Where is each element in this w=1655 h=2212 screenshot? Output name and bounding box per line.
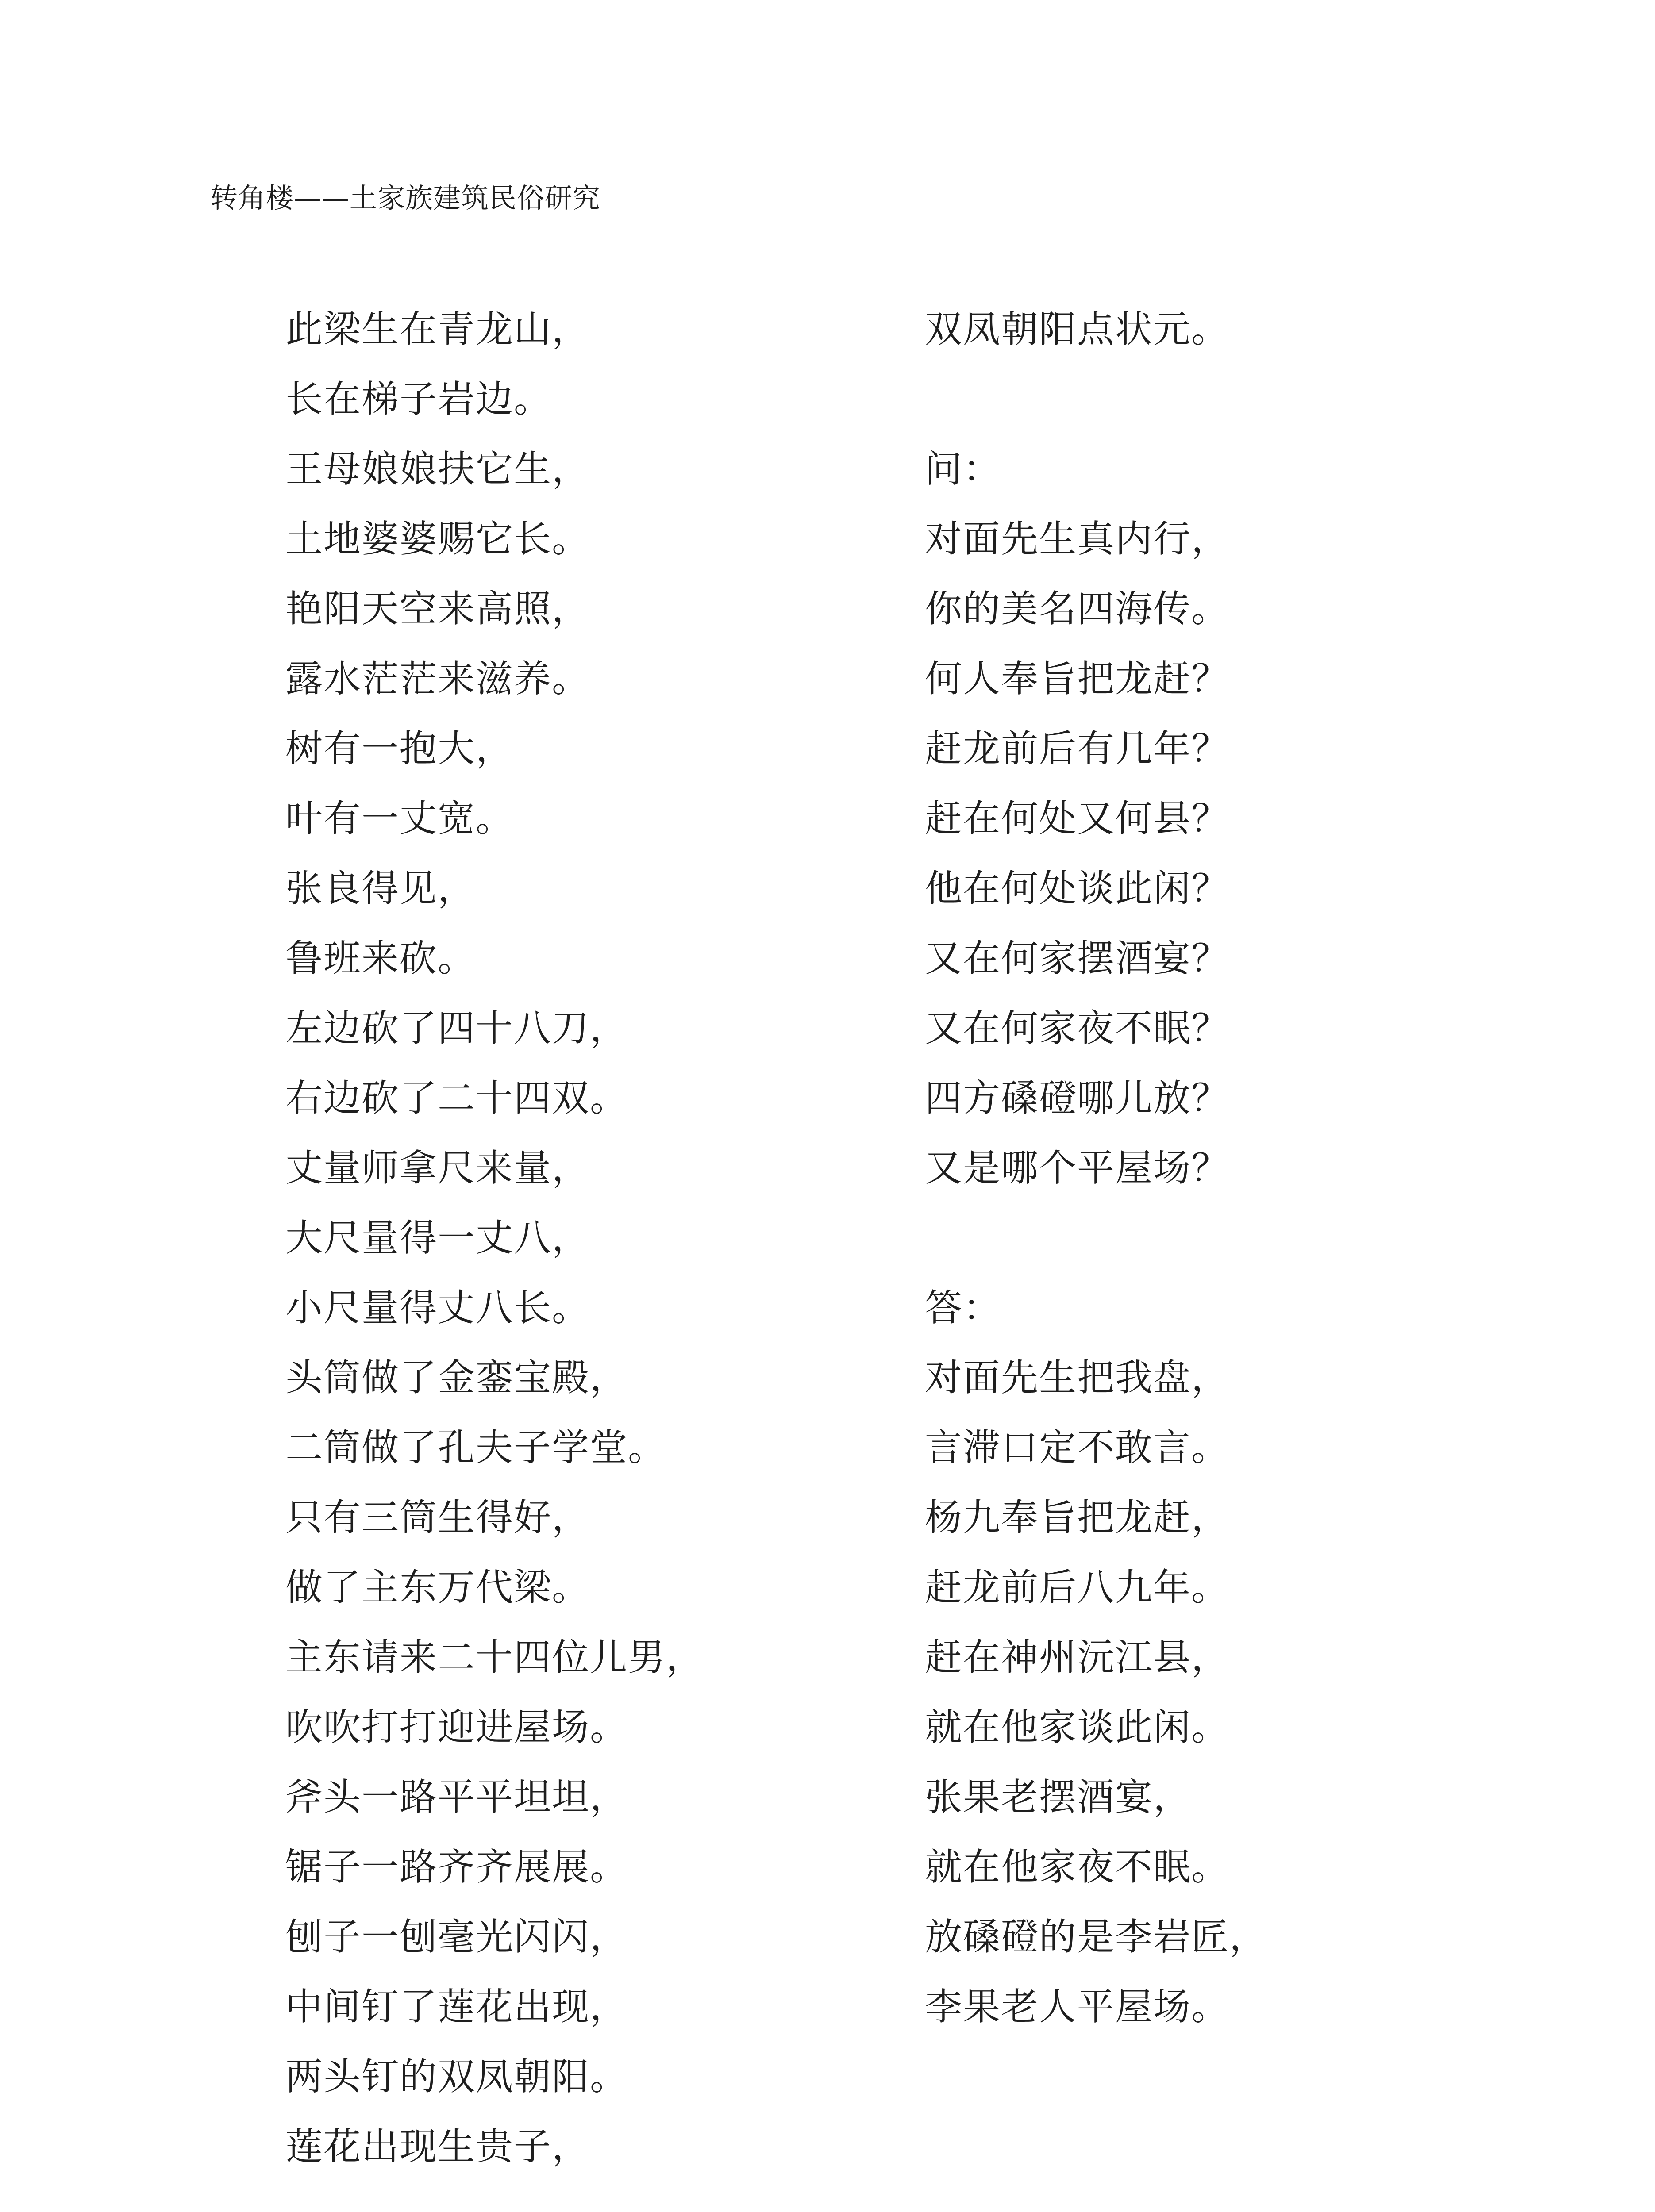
verse-line: 又在何家摆酒宴？ xyxy=(925,937,1230,980)
verse-line: 答： xyxy=(925,1286,1001,1329)
verse-line: 赶在神州沅江县， xyxy=(925,1636,1230,1679)
verse-line: 露水茫茫来滋养。 xyxy=(285,657,590,700)
verse-line: 问： xyxy=(925,447,1001,491)
verse-line: 对面先生把我盘， xyxy=(925,1356,1230,1399)
verse-line: 又在何家夜不眠？ xyxy=(925,1006,1230,1050)
verse-line: 锯子一路齐齐展展。 xyxy=(285,1845,628,1889)
verse-line: 斧头一路平平坦坦， xyxy=(285,1775,628,1819)
verse-line: 你的美名四海传。 xyxy=(925,587,1230,630)
verse-line xyxy=(925,364,1267,434)
verse-line: 又是哪个平屋场？ xyxy=(925,1146,1230,1190)
running-header: 转角楼——土家族建筑民俗研究 xyxy=(210,182,601,214)
verse-line: 叶有一丈宽。 xyxy=(285,797,514,840)
verse-line: 头筒做了金銮宝殿， xyxy=(285,1356,628,1399)
verse-line: 主东请来二十四位儿男， xyxy=(285,1636,704,1679)
verse-line: 土地婆婆赐它长。 xyxy=(285,517,590,561)
verse-line: 杨九奉旨把龙赶， xyxy=(925,1496,1230,1539)
verse-line: 吹吹打打迎进屋场。 xyxy=(285,1705,628,1749)
verse-line: 双凤朝阳点状元。 xyxy=(925,307,1230,351)
verse-line: 放磉磴的是李岩匠， xyxy=(925,1915,1268,1959)
verse-line: 艳阳天空来高照， xyxy=(285,587,590,630)
right-verse-column xyxy=(925,294,1267,2042)
verse-line: 四方磉磴哪儿放？ xyxy=(925,1076,1230,1120)
verse-line: 他在何处谈此闲？ xyxy=(925,867,1230,910)
verse-line: 就在他家夜不眠。 xyxy=(925,1845,1230,1889)
verse-line: 莲花出现生贵子， xyxy=(285,2125,590,2168)
verse-line: 张良得见， xyxy=(285,867,476,910)
verse-line: 大尺量得一丈八， xyxy=(285,1216,590,1260)
verse-line xyxy=(925,1203,1267,1273)
verse-line: 赶在何处又何县？ xyxy=(925,797,1230,840)
verse-line: 做了主东万代梁。 xyxy=(285,1566,590,1609)
verse-line: 长在梯子岩边。 xyxy=(285,377,552,421)
verse-line: 刨子一刨毫光闪闪， xyxy=(285,1915,628,1959)
verse-line: 鲁班来砍。 xyxy=(285,937,476,980)
verse-line: 王母娘娘扶它生， xyxy=(285,447,590,491)
verse-line: 中间钉了莲花出现， xyxy=(285,1985,628,2028)
verse-line: 树有一抱大， xyxy=(285,727,514,770)
verse-line: 左边砍了四十八刀， xyxy=(285,1006,628,1050)
verse-line: 赶龙前后有几年？ xyxy=(925,727,1230,770)
verse-line: 对面先生真内行， xyxy=(925,517,1230,561)
verse-line: 小尺量得丈八长。 xyxy=(285,1286,590,1329)
verse-line: 张果老摆酒宴， xyxy=(925,1775,1192,1819)
verse-line: 就在他家谈此闲。 xyxy=(925,1705,1230,1749)
verse-line: 两头钉的双凤朝阳。 xyxy=(285,2055,628,2098)
verse-line: 右边砍了二十四双。 xyxy=(285,1076,628,1120)
verse-line: 丈量师拿尺来量， xyxy=(285,1146,590,1190)
verse-line: 李果老人平屋场。 xyxy=(925,1985,1230,2028)
left-verse-column xyxy=(285,294,704,2181)
verse-line: 只有三筒生得好， xyxy=(285,1496,590,1539)
verse-line: 赶龙前后八九年。 xyxy=(925,1566,1230,1609)
verse-line: 二筒做了孔夫子学堂。 xyxy=(285,1426,666,1469)
verse-line: 言滞口定不敢言。 xyxy=(925,1426,1230,1469)
verse-line: 此梁生在青龙山， xyxy=(285,307,590,351)
verse-line: 何人奉旨把龙赶？ xyxy=(925,657,1230,700)
